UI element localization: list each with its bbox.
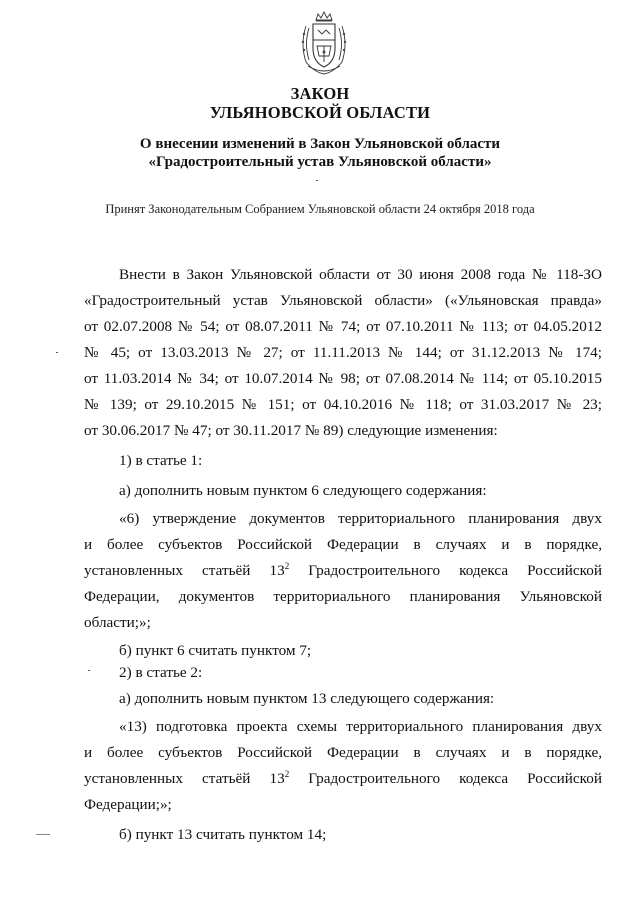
article-1-item-b: б) пункт 6 считать пунктом 7; — [119, 642, 312, 659]
article-2-quote-line-3-text: установленных статьёй $13^2$ Градостроительного кодекса Российской — [84, 769, 602, 787]
article-1-quote-line-3-text: установленных статьёй $13^2$ Градостроительного кодекса Российской — [84, 561, 602, 579]
article-2-item-b: б) пункт 13 считать пунктом 14; — [119, 826, 327, 843]
intro-line-4: № 45; от 13.03.2013 № 27; от 11.11.2013 № 144; от 31.12.2013 № 174; — [84, 344, 602, 361]
law-subject-line2: «Градостроительный устав Ульяновской области» — [148, 154, 492, 170]
article-1-quote-line-4: Федерации, документов территориального планирования Ульяновской — [84, 588, 602, 605]
scan-speck — [316, 180, 318, 181]
intro-line-6: № 139; от 29.10.2015 № 151; от 04.10.2016 № 118; от 31.03.2017 № 23; — [84, 396, 602, 413]
intro-line-7: от 30.06.2017 № 47; от 30.11.2017 № 89) следующие изменения: — [84, 422, 498, 439]
superscript: 2 — [284, 561, 290, 571]
law-title: ЗАКОН — [290, 84, 350, 103]
coat-of-arms-icon — [296, 10, 352, 76]
article-1-quote-line-5: области;»; — [84, 614, 151, 631]
article-2-item-a: а) дополнить новым пунктом 13 следующего содержания: — [119, 690, 495, 707]
article-1-quote-line-1: «6) утверждение документов территориального планирования двух — [119, 510, 602, 527]
intro-line-2: «Градостроительный устав Ульяновской области» («Ульяновская правда» — [84, 292, 602, 309]
article-1-quote-line-3 — [84, 561, 602, 581]
article-2-quote-line-1: «13) подготовка проекта схемы территориального планирования двух — [119, 718, 602, 735]
article-2-quote-line-2: и более субъектов Российской Федерации в случаях и в порядке, — [84, 744, 602, 761]
scan-speck — [56, 352, 58, 353]
intro-line-1: Внести в Закон Ульяновской области от 30 июня 2008 года № 118-ЗО — [119, 266, 602, 283]
article-2-quote-line-4: Федерации;»; — [84, 796, 172, 813]
intro-line-3: от 02.07.2008 № 54; от 08.07.2011 № 74; от 07.10.2011 № 113; от 04.05.2012 — [84, 318, 602, 335]
article-1-item-a: а) дополнить новым пунктом 6 следующего содержания: — [119, 482, 487, 499]
article-2-quote-line-3 — [84, 769, 602, 789]
superscript: 2 — [284, 769, 290, 779]
article-1-heading: 1) в статье 1: — [119, 452, 203, 469]
law-subject-line1: О внесении изменений в Закон Ульяновской области — [139, 136, 501, 152]
article-1-quote-line-2: и более субъектов Российской Федерации в случаях и в порядке, — [84, 536, 602, 553]
scan-speck — [36, 834, 50, 835]
adoption-note: Принят Законодательным Собранием Ульяновской области 24 октября 2018 года — [105, 202, 535, 216]
law-region: УЛЬЯНОВСКОЙ ОБЛАСТИ — [209, 103, 431, 122]
intro-line-5: от 11.03.2014 № 34; от 10.07.2014 № 98; от 07.08.2014 № 114; от 05.10.2015 — [84, 370, 602, 387]
scan-speck — [88, 670, 90, 671]
article-2-heading: 2) в статье 2: — [119, 664, 203, 681]
coat-of-arms-emblem — [296, 10, 352, 76]
